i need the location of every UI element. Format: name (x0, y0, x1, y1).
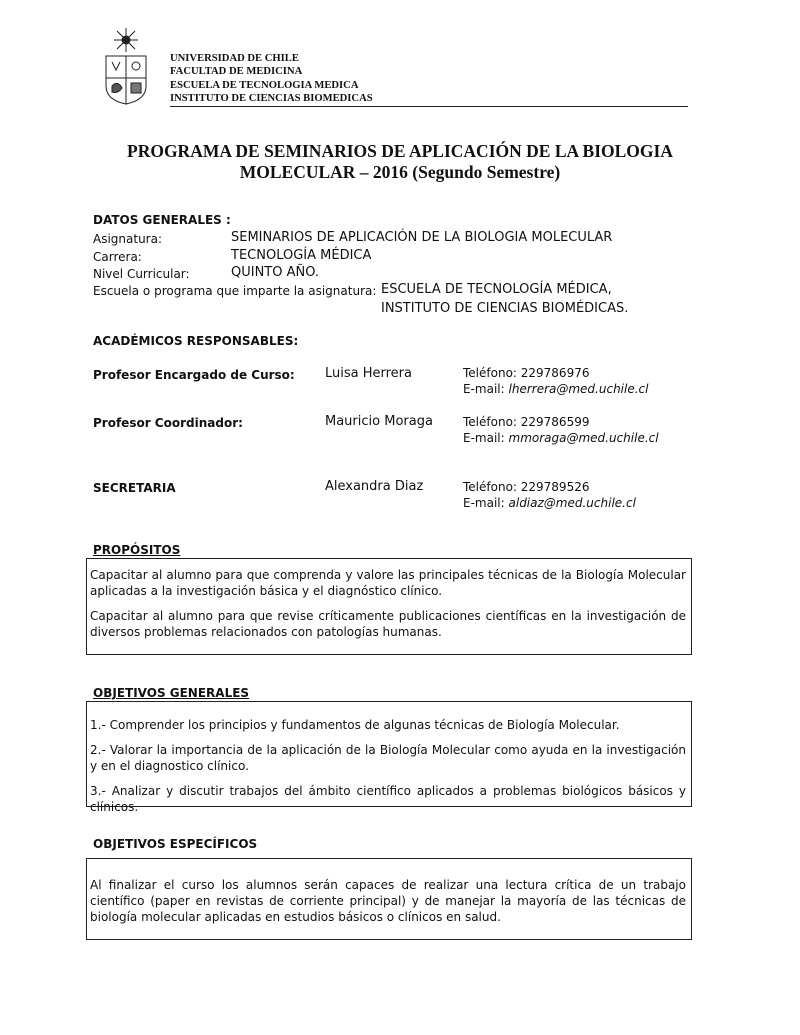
person-phone: Teléfono: 229786976 (463, 366, 590, 380)
person-name: Mauricio Moraga (325, 414, 433, 429)
email-label: E-mail: (463, 496, 505, 510)
proposito-paragraph: Capacitar al alumno para que comprenda y valore las principales técnicas de la Biología Molecular aplicadas a la investigación básica y el diagnóstico clínico. (90, 568, 686, 598)
institution-line: UNIVERSIDAD DE CHILE (170, 53, 299, 64)
objetivo-item: 2.- Valorar la importancia de la aplicación de la Biología Molecular como ayuda en la investigación y en el diagnostico clínico. (90, 743, 686, 773)
person-phone: Teléfono: 229786599 (463, 415, 590, 429)
objetivo-item: 1.- Comprender los principios y fundamentos de algunas técnicas de Biología Molecular. (90, 718, 620, 732)
person-email-row (463, 496, 636, 510)
role-label: Profesor Encargado de Curso: (93, 368, 295, 382)
escuela-value-2: INSTITUTO DE CIENCIAS BIOMÉDICAS. (381, 301, 629, 316)
objetivos-especificos-heading: OBJETIVOS ESPECÍFICOS (93, 837, 258, 851)
academicos-heading: ACADÉMICOS RESPONSABLES: (93, 334, 299, 348)
person-name: Alexandra Diaz (325, 479, 424, 494)
nivel-label: Nivel Curricular: (93, 267, 190, 281)
objetivos-generales-box (86, 701, 692, 814)
header-rule (170, 106, 688, 107)
objetivo-item: 3.- Analizar y discutir trabajos del ámbito científico aplicados a problemas biológicos básicos y clínicos. (90, 784, 686, 814)
institution-line: ESCUELA DE TECNOLOGIA MEDICA (170, 79, 359, 91)
propositos-box (86, 558, 692, 655)
escuela-label: Escuela o programa que imparte la asignatura: (93, 284, 377, 298)
escuela-value-1: ESCUELA DE TECNOLOGÍA MÉDICA, (381, 282, 612, 297)
institution-block (170, 52, 373, 105)
person-email-row (463, 431, 659, 445)
person-email-row (463, 382, 648, 396)
role-label: SECRETARIA (93, 481, 176, 495)
objetivos-especificos-box (86, 858, 692, 940)
email-link[interactable]: mmoraga@med.uchile.cl (508, 431, 659, 445)
objetivos-generales-heading: OBJETIVOS GENERALES (93, 686, 250, 700)
proposito-paragraph: Capacitar al alumno para que revise críticamente publicaciones científicas en la investigación de diversos problemas relacionados con patologías humanas. (90, 609, 686, 639)
propositos-heading: PROPÓSITOS (93, 543, 181, 557)
nivel-value: QUINTO AÑO. (231, 265, 320, 280)
person-phone: Teléfono: 229789526 (463, 480, 590, 494)
objetivos-especificos-text: Al finalizar el curso los alumnos serán capaces de realizar una lectura crítica de un trabajo científico (paper en revistas de corriente principal) y de manejar la mayoría de las técnicas de biología molecular aplicadas en estudios básicos o clínicos en salud. (90, 878, 686, 924)
email-link[interactable]: lherrera@med.uchile.cl (508, 382, 649, 396)
role-label: Profesor Coordinador: (93, 416, 243, 430)
email-label: E-mail: (463, 382, 505, 396)
institution-line: FACULTAD DE MEDICINA (170, 66, 303, 78)
carrera-label: Carrera: (93, 250, 142, 264)
institution-line: INSTITUTO DE CIENCIAS BIOMEDICAS (170, 92, 373, 104)
university-crest-logo (100, 26, 152, 106)
datos-generales-heading: DATOS GENERALES : (93, 213, 231, 227)
title-line-1: PROGRAMA DE SEMINARIOS DE APLICACIÓN DE LA BIOLOGIA (127, 141, 673, 161)
email-label: E-mail: (463, 431, 505, 445)
asignatura-value: SEMINARIOS DE APLICACIÓN DE LA BIOLOGIA MOLECULAR (231, 230, 613, 245)
email-link[interactable]: aldiaz@med.uchile.cl (508, 496, 636, 510)
page-title (100, 141, 700, 183)
title-line-2: MOLECULAR – 2016 (Segundo Semestre) (239, 162, 561, 182)
person-name: Luisa Herrera (325, 366, 412, 381)
asignatura-label: Asignatura: (93, 232, 163, 246)
carrera-value: TECNOLOGÍA MÉDICA (231, 248, 372, 263)
